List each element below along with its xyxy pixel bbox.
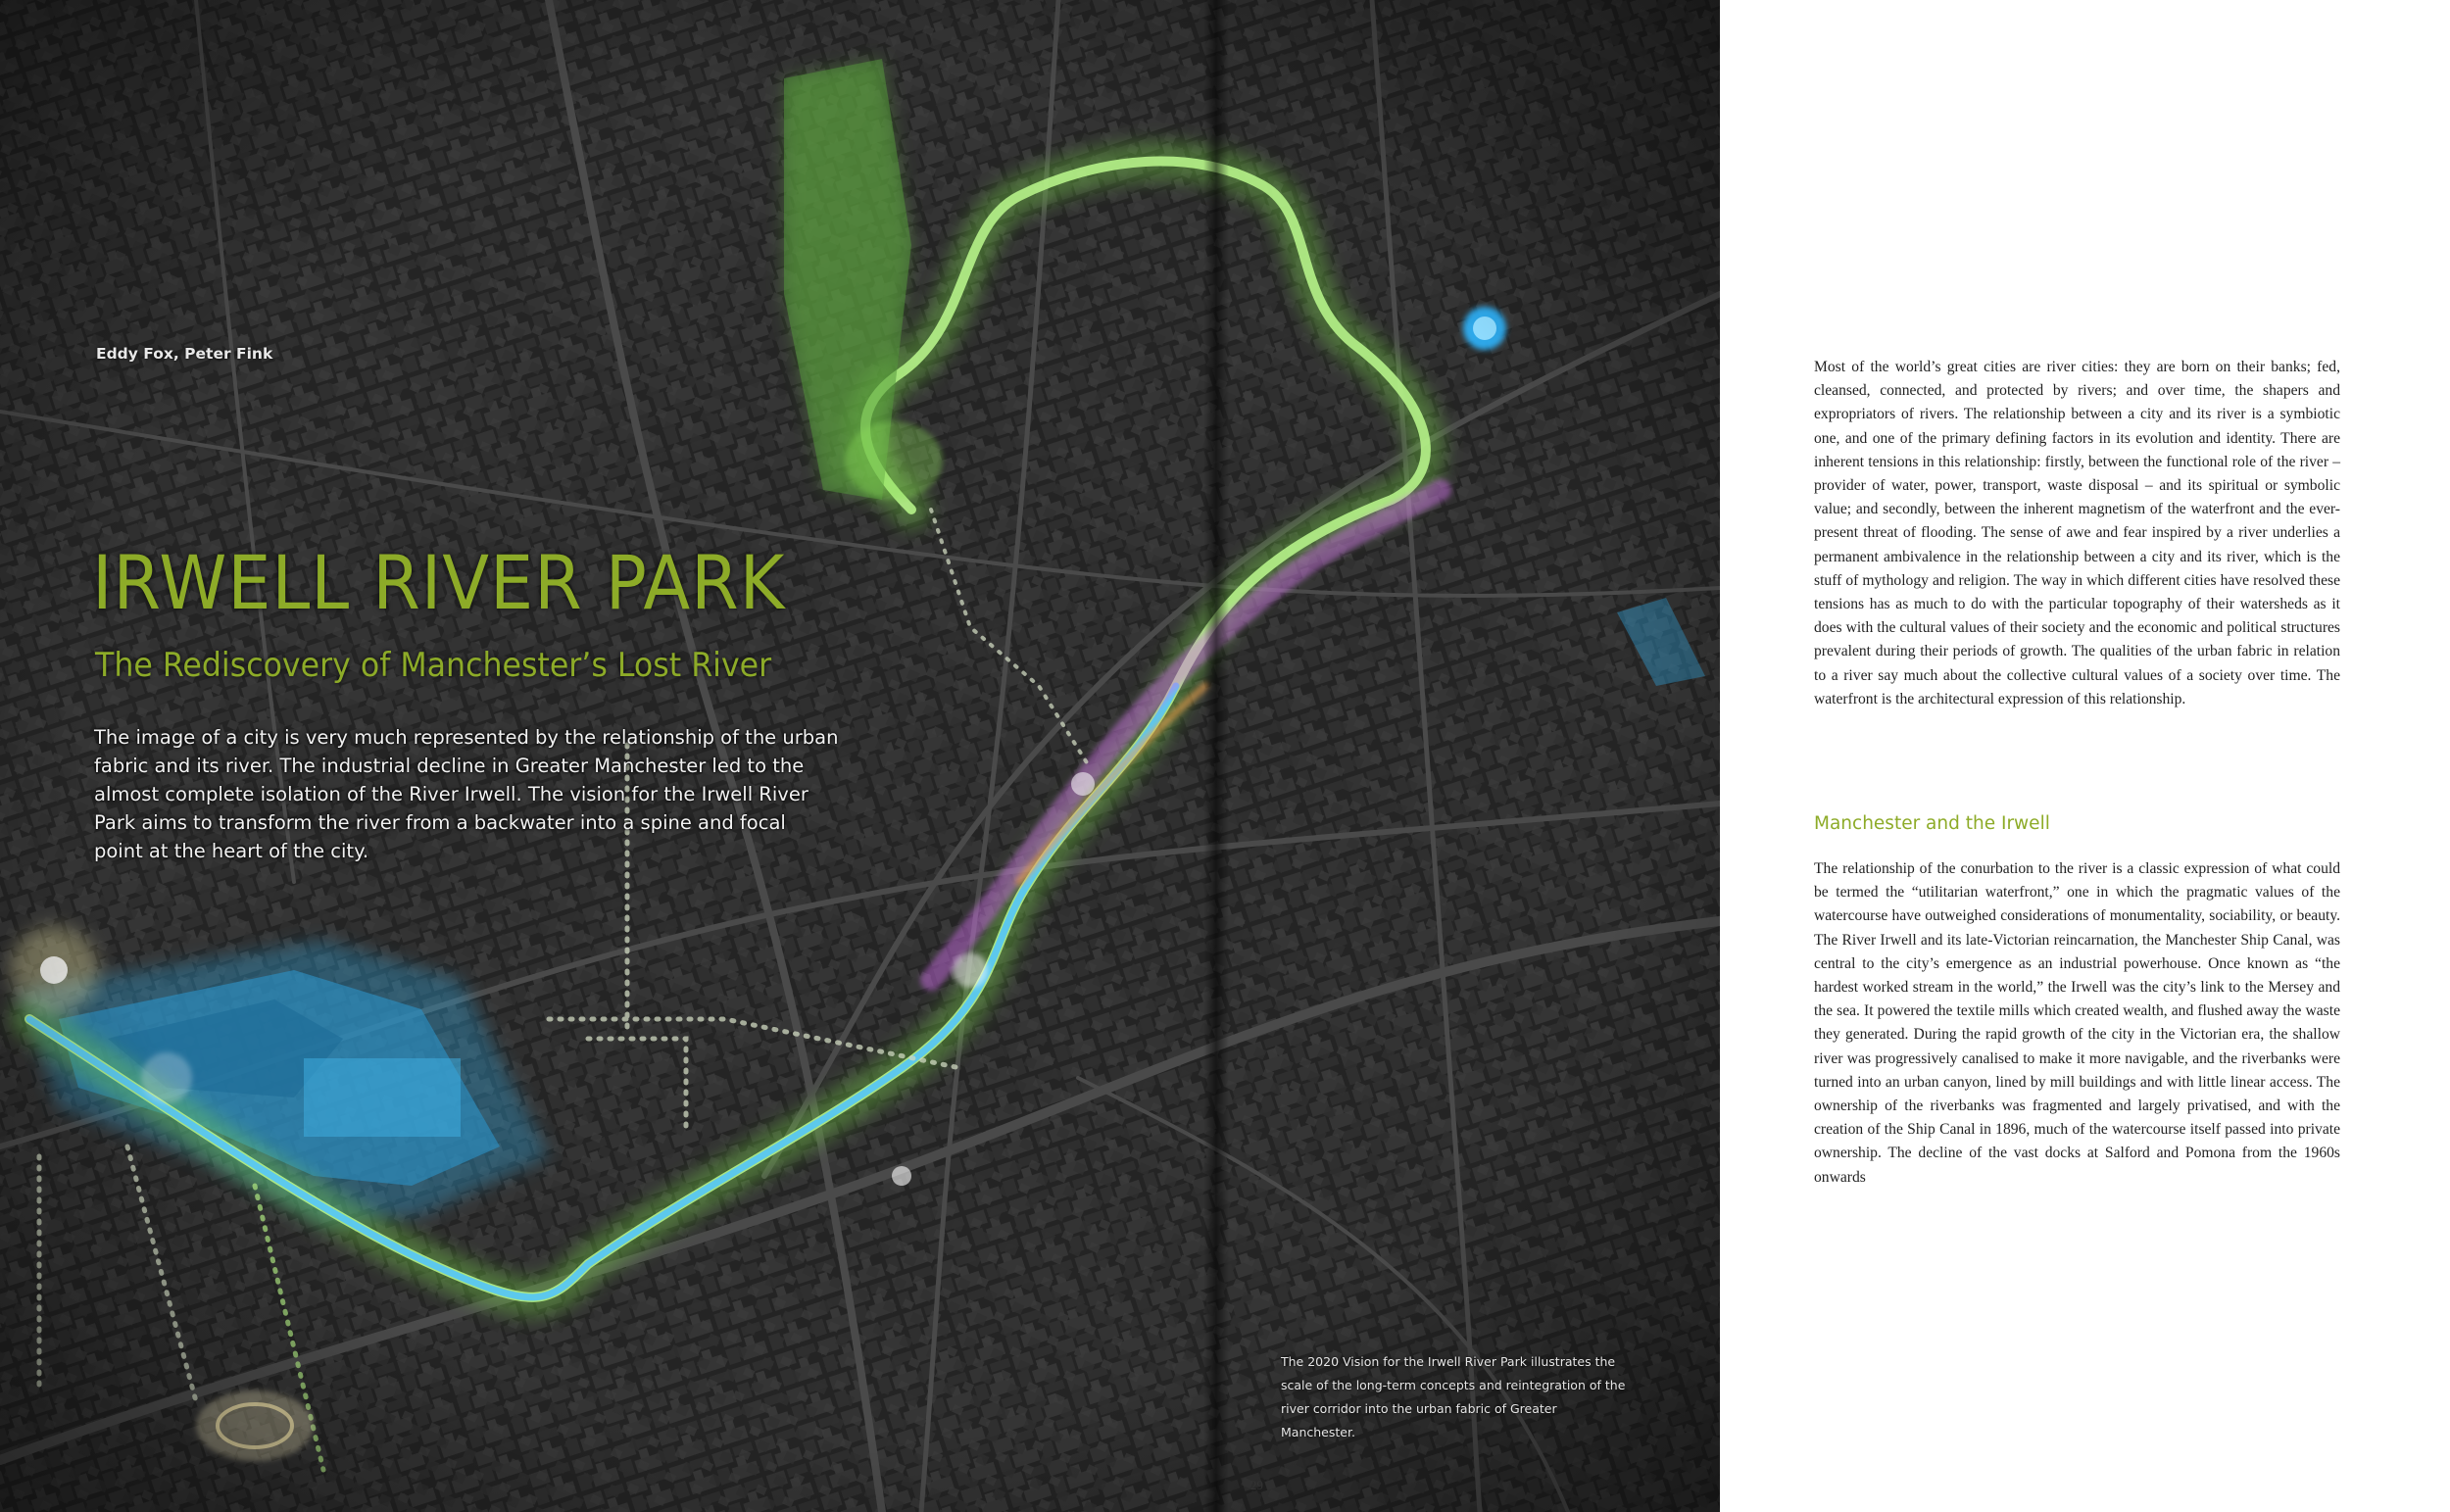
article-title: IRWELL RIVER PARK [92, 539, 786, 626]
page-gutter [1203, 0, 1229, 1512]
article-subtitle: The Rediscovery of Manchester’s Lost River [95, 646, 772, 685]
text-page [1720, 0, 2450, 1512]
body-paragraph-1: Most of the world’s great cities are river cities: they are born on their banks; fed, cleansed, connected, and protected by rivers; and over time, the shapers and expropriators of rivers. The relationship between a city and its river is a symbiotic one, and one of the primary defining factors in its evolution and identity. There are inherent tensions in this relationship: firstly, between the functional role of the river – provider of water, power, transport, waste disposal – and its spiritual or symbolic value; and secondly, between the inherent magnetism of the waterfront and the ever-present threat of flooding. The sense of awe and fear inspired by a river underlies a permanent ambivalence in the relationship between a city and its river, which is the stuff of mythology and religion. The way in which different cities have resolved these tensions has as much to do with the particular topography of their watersheds as it does with the cultural values of their society and the economic and political structures prevalent during their periods of growth. The qualities of the urban fabric in relation to a river say much about the collective cultural values of a society over time. The waterfront is the architectural expression of this relationship. [1814, 359, 2340, 707]
section-heading: Manchester and the Irwell [1814, 813, 2050, 834]
lead-paragraph: The image of a city is very much represented by the relationship of the urban fabric and its river. The industrial decline in Greater Manchester led to the almost complete isolation of the River Irwell. The vision for the Irwell River Park aims to transform the river from a backwater into a spine and focal point at the heart of the city. [94, 726, 839, 862]
authors: Eddy Fox, Peter Fink [96, 345, 273, 363]
map-caption: The 2020 Vision for the Irwell River Park illustrates the scale of the long-term concepts and reintegration of the river corridor into the urban fabric of Greater Manchester. [1281, 1354, 1626, 1439]
page-number: 29 [1250, 1478, 1263, 1492]
body-paragraph-2: The relationship of the conurbation to the river is a classic expression of what could be termed the “utilitarian waterfront,” one in which the pragmatic values of the watercourse have outweighed considerations of monumentality, sociability, or beauty. The River Irwell and its late-Victorian reincarnation, the Manchester Ship Canal, was central to the city’s emergence as an industrial powerhouse. Once known as “the hardest worked stream in the world,” the Irwell was the city’s link to the Mersey and the sea. It powered the textile mills which created wealth, and flushed away the waste they generated. During the rapid growth of the city in the Victorian era, the shallow river was progressively canalised to make it more navigable, and the riverbanks were turned into an urban canyon, lined by mill buildings and with little linear access. The ownership of the riverbanks was fragmented and largely privatised, and with the creation of the Ship Canal in 1896, much of the watercourse itself passed into private ownership. The decline of the vast docks at Salford and Pomona from the 1960s onwards [1814, 860, 2340, 1186]
